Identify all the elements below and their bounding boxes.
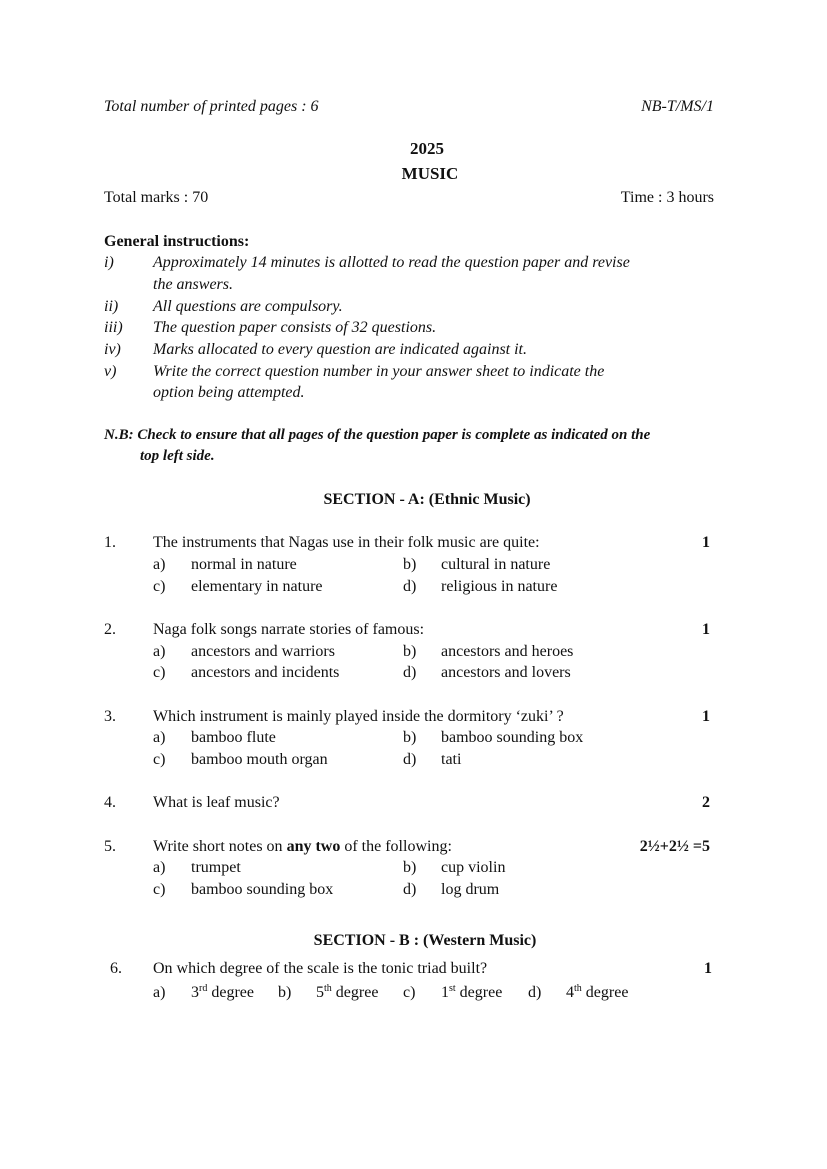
instructions-heading: General instructions: [104, 233, 250, 250]
printed-pages: Total number of printed pages : 6 [104, 98, 319, 115]
instruction-text: Approximately 14 minutes is allotted to read the question paper and revise [153, 254, 630, 271]
instruction-text: Write the correct question number in your answer sheet to indicate the [153, 363, 605, 380]
instruction-text: the answers. [153, 276, 233, 293]
option-label: a) [153, 729, 166, 746]
option-label: c) [153, 881, 166, 898]
question-number: 2. [104, 621, 116, 638]
question-number: 4. [104, 794, 116, 811]
option-label: a) [153, 643, 166, 660]
subject-title: MUSIC [401, 164, 459, 183]
question-number: 6. [110, 960, 122, 977]
question-text: Naga folk songs narrate stories of famous: [153, 621, 425, 638]
question-number: 1. [104, 534, 116, 551]
instruction-text: Marks allocated to every question are indicated against it. [153, 341, 527, 358]
option-label: d) [403, 881, 417, 898]
instruction-num: iv) [104, 341, 121, 358]
question-marks: 2½+2½ =5 [639, 838, 710, 855]
option-label: b) [278, 984, 292, 1001]
option-label: b) [403, 643, 417, 660]
option-text: bamboo sounding box [441, 729, 584, 746]
option-text: bamboo mouth organ [191, 751, 328, 768]
option-text: normal in nature [191, 556, 297, 573]
exam-year: 2025 [410, 139, 444, 158]
option-text: 4th degree [566, 983, 629, 1001]
option-text: elementary in nature [191, 578, 323, 595]
instruction-text: The question paper consists of 32 questions. [153, 319, 437, 336]
option-label: a) [153, 984, 166, 1001]
instruction-num: i) [104, 254, 114, 271]
option-label: c) [153, 664, 166, 681]
option-text: ancestors and lovers [441, 664, 571, 681]
option-text: bamboo flute [191, 729, 276, 746]
option-text: ancestors and incidents [191, 664, 340, 681]
option-label: b) [403, 729, 417, 746]
section-b-title: SECTION - B : (Western Music) [313, 932, 537, 949]
option-label: d) [403, 751, 417, 768]
option-text: trumpet [191, 859, 241, 876]
option-text: ancestors and heroes [441, 643, 574, 660]
option-text: 1st degree [441, 983, 503, 1001]
option-text: tati [441, 751, 462, 768]
option-text: cup violin [441, 859, 506, 876]
question-text: On which degree of the scale is the tonic triad built? [153, 960, 488, 977]
time-allowed: Time : 3 hours [620, 189, 714, 206]
paper-code: NB-T/MS/1 [641, 98, 714, 115]
option-label: d) [528, 984, 542, 1001]
question-marks: 1 [704, 960, 712, 977]
question-text: What is leaf music? [153, 794, 280, 811]
question-number: 5. [104, 838, 116, 855]
question-marks: 2 [702, 794, 710, 811]
option-label: b) [403, 556, 417, 573]
instruction-text: All questions are compulsory. [153, 298, 343, 315]
question-text: The instruments that Nagas use in their folk music are quite: [153, 534, 540, 551]
question-text: Which instrument is mainly played inside the dormitory ‘zuki’ ? [153, 708, 564, 725]
option-text: ancestors and warriors [191, 643, 335, 660]
option-label: a) [153, 859, 166, 876]
nb-note-continued: top left side. [140, 448, 215, 464]
option-text: bamboo sounding box [191, 881, 334, 898]
question-marks: 1 [702, 708, 710, 725]
option-label: c) [403, 984, 416, 1001]
option-text: 5th degree [316, 983, 379, 1001]
option-label: b) [403, 859, 417, 876]
question-text: Write short notes on any two of the following: [153, 838, 452, 855]
option-label: a) [153, 556, 166, 573]
option-text: log drum [441, 881, 500, 898]
instruction-text: option being attempted. [153, 384, 305, 401]
option-text: religious in nature [441, 578, 558, 595]
question-number: 3. [104, 708, 116, 725]
question-marks: 1 [702, 621, 710, 638]
instruction-num: iii) [104, 319, 123, 336]
option-text: cultural in nature [441, 556, 551, 573]
instruction-num: ii) [104, 298, 119, 315]
option-text: 3rd degree [191, 983, 254, 1001]
nb-note: N.B: Check to ensure that all pages of the question paper is complete as indicated on the [104, 427, 651, 443]
section-a-title: SECTION - A: (Ethnic Music) [323, 491, 531, 508]
option-label: c) [153, 578, 166, 595]
option-label: d) [403, 664, 417, 681]
question-marks: 1 [702, 534, 710, 551]
option-label: d) [403, 578, 417, 595]
instruction-num: v) [104, 363, 117, 380]
total-marks: Total marks : 70 [104, 189, 209, 206]
option-label: c) [153, 751, 166, 768]
